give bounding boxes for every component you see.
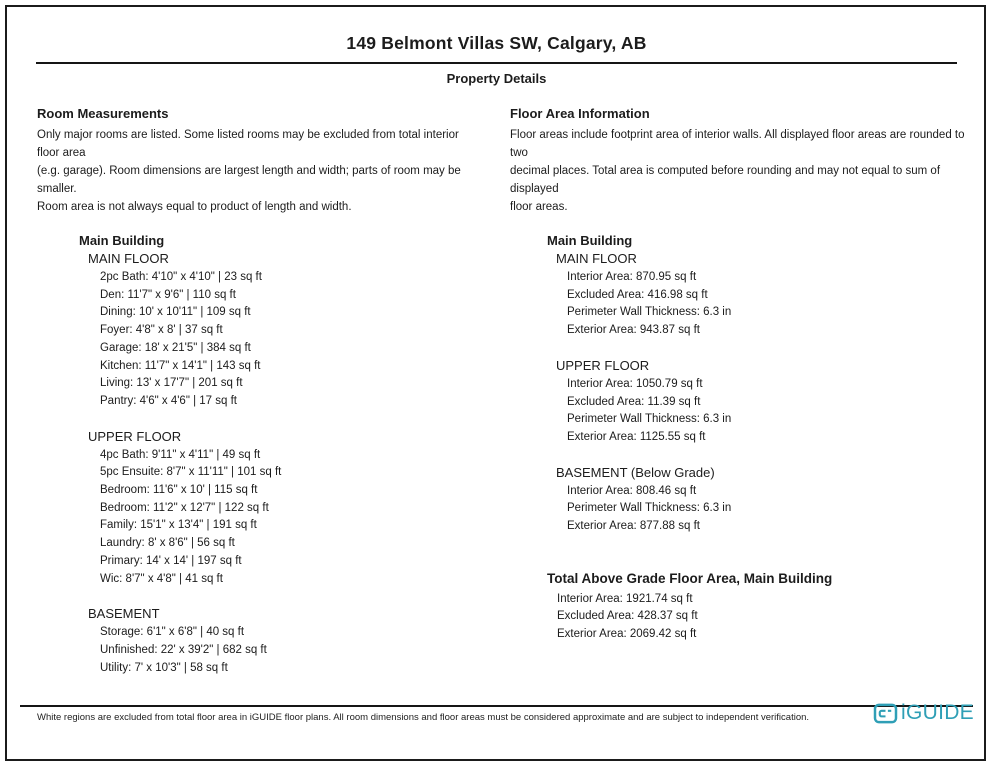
floor-area-stat: Interior Area: 1921.74 sq ft [557, 592, 693, 605]
floor-area-stat: Interior Area: 1050.79 sq ft [567, 377, 703, 390]
room-measurement: 4pc Bath: 9'11" x 4'11" | 49 sq ft [100, 448, 261, 461]
floor-area-stat: Perimeter Wall Thickness: 6.3 in [567, 413, 732, 426]
floor-area-stat: Perimeter Wall Thickness: 6.3 in [567, 306, 732, 319]
floor-block-basement [37, 606, 484, 677]
floor-area-stat: Exterior Area: 2069.42 sq ft [557, 628, 697, 641]
room-measurement: Bedroom: 11'6" x 10' | 115 sq ft [100, 484, 258, 497]
room-measurements-heading: Room Measurements [37, 106, 169, 121]
floor-area-stat: Exterior Area: 943.87 sq ft [567, 324, 700, 337]
header-divider [36, 62, 957, 64]
room-measurements-description [37, 126, 484, 216]
room-measurement: Living: 13' x 17'7" | 201 sq ft [100, 377, 243, 390]
room-measurement: Den: 11'7" x 9'6" | 110 sq ft [100, 288, 236, 301]
floor-name: BASEMENT (Below Grade) [556, 464, 715, 480]
room-measurement: Utility: 7' x 10'3" | 58 sq ft [100, 661, 228, 674]
floor-area-information-heading: Floor Area Information [510, 106, 650, 121]
room-measurement: Wic: 8'7" x 4'8" | 41 sq ft [100, 572, 223, 585]
floor-name: BASEMENT [88, 606, 160, 622]
floor-area-stat: Excluded Area: 428.37 sq ft [557, 610, 698, 623]
room-measurement: 5pc Ensuite: 8'7" x 11'11" | 101 sq ft [100, 466, 282, 479]
room-measurement: Storage: 6'1" x 6'8" | 40 sq ft [100, 626, 245, 639]
room-measurement: Primary: 14' x 14' | 197 sq ft [100, 554, 242, 567]
iguide-logo [873, 701, 974, 725]
floor-name: MAIN FLOOR [556, 251, 637, 266]
building-name: Main Building [547, 233, 633, 248]
building-name: Main Building [79, 233, 165, 248]
floor-area-information-description [510, 126, 975, 216]
area-block-upper-floor [510, 358, 975, 447]
floor-name: UPPER FLOOR [88, 428, 182, 444]
report-subtitle: Property Details [446, 71, 547, 86]
description-line: Room area is not always equal to product of length and width. [37, 201, 352, 213]
room-measurement: Pantry: 4'6" x 4'6" | 17 sq ft [100, 394, 238, 407]
floor-area-stat: Exterior Area: 1125.55 sq ft [567, 430, 706, 443]
room-measurements-section [37, 106, 484, 677]
room-measurement: Foyer: 4'8" x 8' | 37 sq ft [100, 324, 223, 337]
floor-area-information-section [510, 106, 975, 677]
room-measurement: Unfinished: 22' x 39'2" | 682 sq ft [100, 643, 267, 656]
floor-area-stat: Interior Area: 808.46 sq ft [567, 484, 697, 497]
floor-area-stat: Exterior Area: 877.88 sq ft [567, 520, 700, 533]
report-title: 149 Belmont Villas SW, Calgary, AB [346, 33, 647, 53]
floor-area-stat: Excluded Area: 416.98 sq ft [567, 288, 708, 301]
room-measurement: Family: 15'1" x 13'4" | 191 sq ft [100, 519, 257, 532]
iguide-logo-text: iGUIDE [901, 701, 974, 724]
footer-disclaimer: White regions are excluded from total floor area in iGUIDE floor plans. All room dimensions and floor areas must be considered approximate and are subject to independent verification. [37, 712, 810, 723]
description-line: (e.g. garage). Room dimensions are largest length and width; parts of room may be smaller. [37, 165, 461, 195]
area-block-main-floor [510, 251, 975, 340]
floor-block-upper-floor [37, 429, 484, 589]
iguide-logo-icon [873, 703, 898, 724]
room-measurement: Kitchen: 11'7" x 14'1" | 143 sq ft [100, 359, 261, 372]
total-above-grade-block [510, 571, 975, 644]
room-measurement: Garage: 18' x 21'5" | 384 sq ft [100, 341, 251, 354]
room-measurement: Dining: 10' x 10'11" | 109 sq ft [100, 306, 251, 319]
floor-name: UPPER FLOOR [556, 357, 650, 373]
total-above-grade-heading: Total Above Grade Floor Area, Main Building [547, 570, 833, 586]
description-line: decimal places. Total area is computed before rounding and may not equal to sum of displayed [510, 165, 941, 195]
room-measurement: Bedroom: 11'2" x 12'7" | 122 sq ft [100, 501, 269, 514]
footer-divider [20, 705, 973, 707]
room-measurement: Laundry: 8' x 8'6" | 56 sq ft [100, 537, 235, 550]
room-measurement: 2pc Bath: 4'10" x 4'10" | 23 sq ft [100, 271, 262, 283]
floor-area-stat: Perimeter Wall Thickness: 6.3 in [567, 502, 732, 515]
floor-name: MAIN FLOOR [88, 251, 169, 266]
description-line: Only major rooms are listed. Some listed rooms may be excluded from total interior floor area [37, 129, 459, 159]
floor-area-stat: Interior Area: 870.95 sq ft [567, 271, 697, 283]
description-line: Floor areas include footprint area of interior walls. All displayed floor areas are rounded to two [510, 129, 965, 159]
floor-block-main-floor [37, 251, 484, 411]
content-columns [0, 106, 993, 677]
area-block-basement [510, 465, 975, 536]
floor-area-stat: Excluded Area: 11.39 sq ft [567, 395, 701, 408]
description-line: floor areas. [510, 201, 568, 213]
